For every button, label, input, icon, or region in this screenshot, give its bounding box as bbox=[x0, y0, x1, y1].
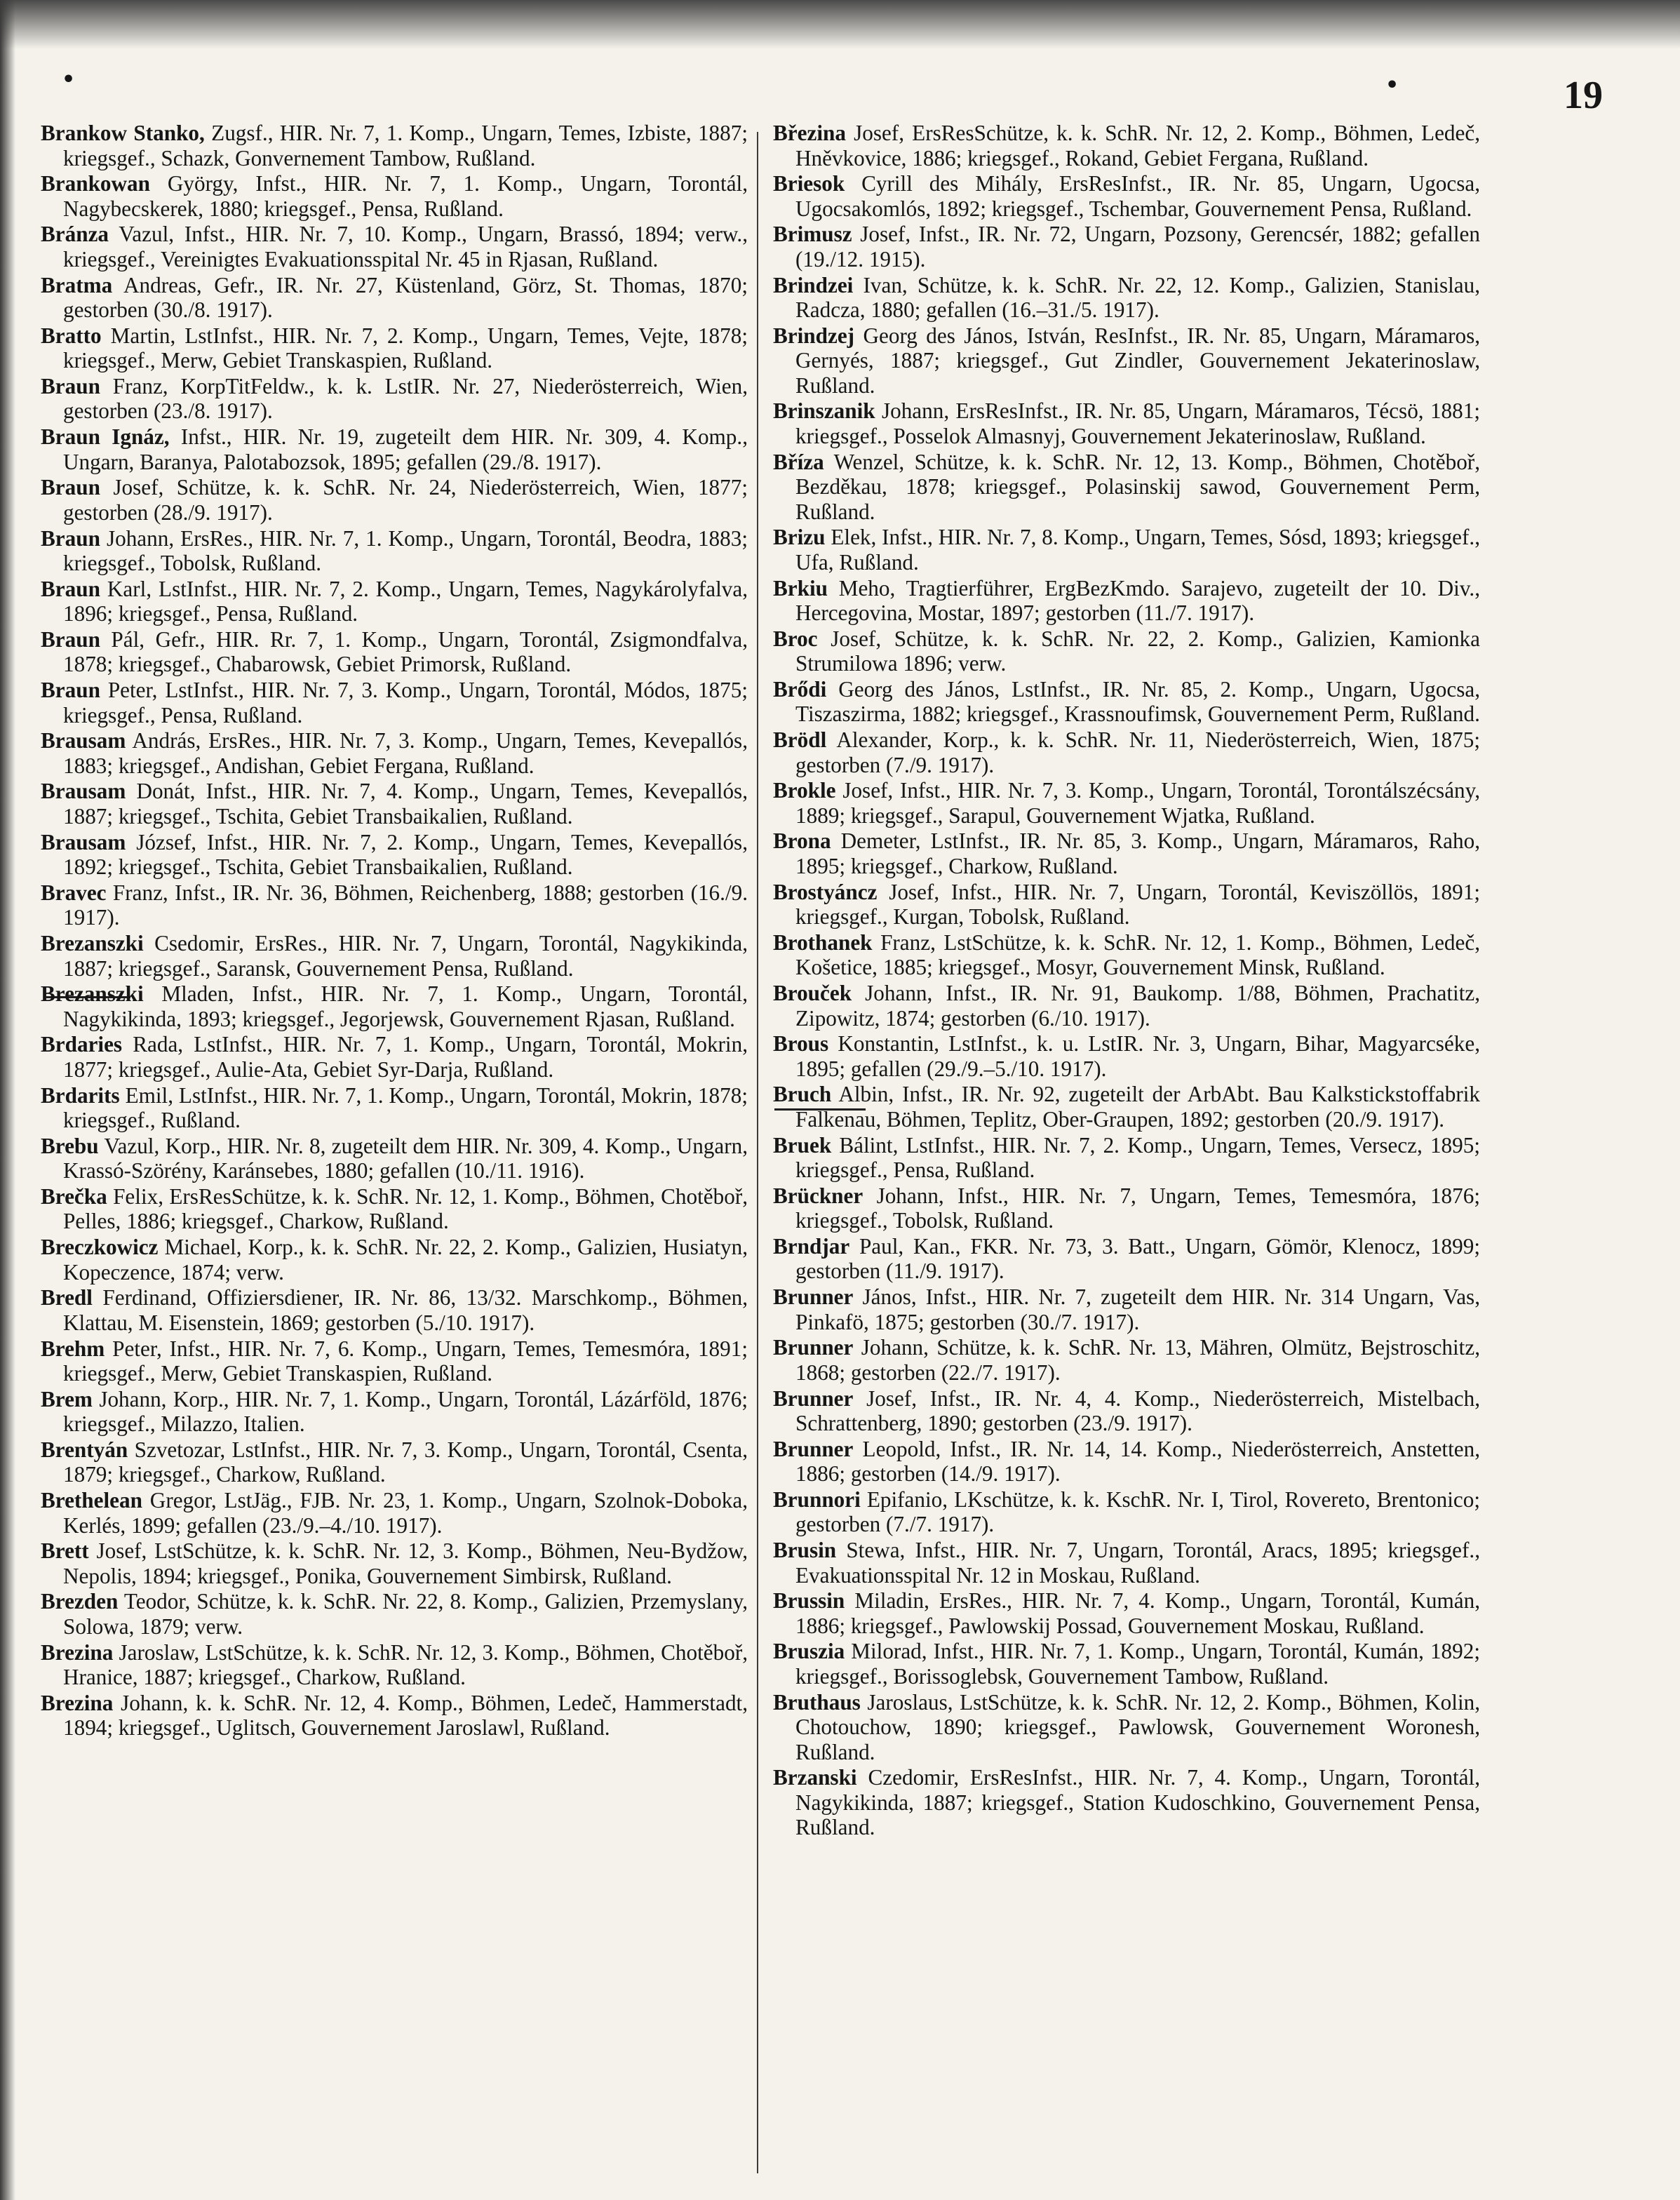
list-entry bbox=[41, 1336, 748, 1386]
list-entry bbox=[41, 1691, 748, 1740]
entry-details: Josef, Schütze, k. k. SchR. Nr. 24, Niederösterreich, Wien, 1877; gestorben (28./9. 1917). bbox=[63, 475, 748, 525]
entry-details: Johann, Korp., HIR. Nr. 7, 1. Komp., Ungarn, Torontál, Lázárföld, 1876; kriegsgef., Milazzo, Italien. bbox=[63, 1386, 748, 1437]
entry-name: Brdarits bbox=[41, 1082, 120, 1108]
entry-details: Albin, Infst., IR. Nr. 92, zugeteilt der ArbAbt. Bau Kalkstickstoffabrik Falkenau, Böhmen, Teplitz, Ober-Graupen, 1892; gestorben (20./9. 1917). bbox=[795, 1082, 1480, 1132]
entry-details: Meho, Tragtierführer, ErgBezKmdo. Sarajevo, zugeteilt der 10. Div., Hercegovina, Mostar, 1897; gestorben (11./7. 1917). bbox=[795, 575, 1480, 625]
list-entry bbox=[773, 1437, 1480, 1487]
list-entry bbox=[41, 424, 748, 474]
entry-details: Czedomir, ErsResInfst., HIR. Nr. 7, 4. Komp., Ungarn, Torontál, Nagykikinda, 1887; kriegsgef., Station Kudoschkino, Gouvernement Pensa, Rußland. bbox=[795, 1765, 1480, 1840]
list-entry bbox=[773, 398, 1480, 448]
entry-name: Brndjar bbox=[773, 1233, 850, 1259]
entry-details: Michael, Korp., k. k. SchR. Nr. 22, 2. Komp., Galizien, Husiatyn, Kopeczence, 1874; verw. bbox=[63, 1235, 748, 1285]
entry-name: Bredl bbox=[41, 1285, 93, 1310]
column-divider bbox=[757, 132, 758, 2173]
entry-name: Braun bbox=[41, 626, 100, 652]
entry-name: Broc bbox=[773, 626, 818, 651]
entry-name: Brem bbox=[41, 1386, 93, 1411]
entry-details: Emil, LstInfst., HIR. Nr. 7, 1. Komp., Ungarn, Torontál, Mokrin, 1878; kriegsgef., Rußland. bbox=[63, 1082, 748, 1133]
entry-details: Wenzel, Schütze, k. k. SchR. Nr. 12, 13. Komp., Böhmen, Chotěboř, Bezděkau, 1878; kriegsgef., Polasinskij sawod, Gouvernement Perm, Rußland. bbox=[795, 449, 1480, 524]
list-entry bbox=[41, 1285, 748, 1335]
entry-name: Brindzei bbox=[773, 272, 854, 297]
list-entry bbox=[41, 1184, 748, 1234]
entry-details: Konstantin, LstInfst., k. u. LstIR. Nr. 3, Ungarn, Bihar, Magyarcséke, 1895; gefallen (29./9.–5./10. 1917). bbox=[795, 1031, 1480, 1081]
list-entry bbox=[773, 727, 1480, 777]
entry-details: Josef, ErsResSchütze, k. k. SchR. Nr. 12, 2. Komp., Böhmen, Ledeč, Hněvkovice, 1886; kriegsgef., Rokand, Gebiet Fergana, Rußland. bbox=[795, 121, 1480, 170]
list-entry bbox=[41, 880, 748, 930]
list-entry bbox=[41, 678, 748, 727]
entry-name: Brausam bbox=[41, 829, 126, 854]
list-entry bbox=[773, 525, 1480, 575]
entry-details: Elek, Infst., HIR. Nr. 7, 8. Komp., Ungarn, Temes, Sósd, 1893; kriegsgef., Ufa, Rußland. bbox=[795, 525, 1480, 575]
list-entry bbox=[41, 931, 748, 981]
list-entry bbox=[773, 576, 1480, 626]
list-entry bbox=[41, 171, 748, 221]
list-entry bbox=[773, 1183, 1480, 1233]
list-entry bbox=[41, 627, 748, 677]
entry-details: Vazul, Infst., HIR. Nr. 7, 10. Komp., Ungarn, Brassó, 1894; verw., kriegsgef., Vereinigtes Evakuationsspital Nr. 45 in Rjasan, Rußland. bbox=[63, 222, 748, 271]
entry-details: Leopold, Infst., IR. Nr. 14, 14. Komp., Niederösterreich, Anstetten, 1886; gestorben (14./9. 1917). bbox=[795, 1436, 1480, 1487]
entry-name: Brussin bbox=[773, 1588, 845, 1614]
left-column bbox=[41, 121, 748, 1741]
entry-name: Braun Ignáz, bbox=[41, 424, 170, 450]
list-entry bbox=[773, 121, 1480, 170]
entry-details: Jaroslaus, LstSchütze, k. k. SchR. Nr. 12, 2. Komp., Böhmen, Kolin, Chotouchow, 1890; kriegsgef., Pawlowsk, Gouvernement Woronesh, Rußland. bbox=[795, 1689, 1480, 1764]
entry-details: Vazul, Korp., HIR. Nr. 8, zugeteilt dem HIR. Nr. 309, 4. Komp., Ungarn, Krassó-Szörény, Karánsebes, 1880; gefallen (10./11. 1916). bbox=[63, 1133, 748, 1183]
entry-details: Josef, LstSchütze, k. k. SchR. Nr. 12, 3. Komp., Böhmen, Neu-Bydžow, Nepolis, 1894; kriegsgef., Ponika, Gouvernement Simbirsk, Rußland. bbox=[63, 1538, 748, 1588]
entry-name: Brinszanik bbox=[773, 398, 875, 424]
entry-details: Franz, Infst., IR. Nr. 36, Böhmen, Reichenberg, 1888; gestorben (16./9. 1917). bbox=[63, 880, 748, 930]
list-entry bbox=[773, 222, 1480, 271]
entry-details: Martin, LstInfst., HIR. Nr. 7, 2. Komp., Ungarn, Temes, Vejte, 1878; kriegsgef., Merw, Gebiet Transkaspien, Rußland. bbox=[63, 323, 748, 373]
entry-details: Alexander, Korp., k. k. SchR. Nr. 11, Niederösterreich, Wien, 1875; gestorben (7./9. 1917). bbox=[795, 727, 1480, 777]
list-entry bbox=[773, 1285, 1480, 1334]
entry-details: Franz, LstSchütze, k. k. SchR. Nr. 12, 1. Komp., Böhmen, Ledeč, Košetice, 1885; kriegsgef., Mosyr, Gouvernement Minsk, Rußland. bbox=[795, 930, 1480, 980]
entry-details: Peter, LstInfst., HIR. Nr. 7, 3. Komp., Ungarn, Torontál, Módos, 1875; kriegsgef., Pensa, Rußland. bbox=[63, 678, 748, 727]
entry-details: János, Infst., HIR. Nr. 7, zugeteilt dem HIR. Nr. 314 Ungarn, Vas, Pinkafö, 1875; gestorben (30./7. 1917). bbox=[795, 1285, 1480, 1334]
entry-name: Brezanszki bbox=[41, 931, 144, 955]
entry-name: Brankow Stanko, bbox=[41, 121, 205, 145]
list-entry bbox=[41, 121, 748, 170]
entry-name: Brkiu bbox=[773, 575, 828, 601]
list-entry bbox=[773, 1487, 1480, 1537]
entry-name: Braun bbox=[41, 373, 100, 398]
entry-name: Brausam bbox=[41, 779, 126, 804]
entry-name: Brezina bbox=[41, 1639, 114, 1665]
entry-details: Felix, ErsResSchütze, k. k. SchR. Nr. 12, 1. Komp., Böhmen, Chotěboř, Pelles, 1886; kriegsgef., Charkow, Rußland. bbox=[63, 1183, 748, 1234]
entry-name: Brous bbox=[773, 1031, 829, 1057]
list-entry bbox=[773, 829, 1480, 878]
list-entry bbox=[41, 830, 748, 880]
entry-name: Březina bbox=[773, 121, 846, 145]
entry-details: Rada, LstInfst., HIR. Nr. 7, 1. Komp., Ungarn, Torontál, Mokrin, 1877; kriegsgef., Aulie-Ata, Gebiet Syr-Darja, Rußland. bbox=[63, 1032, 748, 1082]
entry-details: József, Infst., HIR. Nr. 7, 2. Komp., Ungarn, Temes, Kevepallós, 1892; kriegsgef., Tschita, Gebiet Transbaikalien, Rußland. bbox=[63, 829, 748, 880]
list-entry bbox=[773, 1588, 1480, 1638]
entry-name: Brostyáncz bbox=[773, 879, 878, 904]
entry-name: Brothanek bbox=[773, 930, 873, 955]
entry-name: Brett bbox=[41, 1538, 89, 1564]
entry-name: Braun bbox=[41, 525, 100, 551]
entry-name: Breczkowicz bbox=[41, 1235, 159, 1260]
entry-details: Cyrill des Mihály, ErsResInfst., IR. Nr. 85, Ungarn, Ugocsa, Ugocsakomlós, 1892; kriegsgef., Tschembar, Gouvernement Pensa, Rußland. bbox=[795, 171, 1480, 221]
entry-details: Karl, LstInfst., HIR. Nr. 7, 2. Komp., Ungarn, Temes, Nagykárolyfalva, 1896; kriegsgef., Pensa, Rußland. bbox=[63, 576, 748, 626]
entry-details: György, Infst., HIR. Nr. 7, 1. Komp., Ungarn, Torontál, Nagybecskerek, 1880; kriegsgef., Pensa, Rußland. bbox=[63, 171, 748, 221]
list-entry bbox=[773, 778, 1480, 828]
list-entry bbox=[41, 1387, 748, 1437]
entry-details: Josef, Infst., IR. Nr. 4, 4. Komp., Niederösterreich, Mistelbach, Schrattenberg, 1890; gestorben (23./9. 1917). bbox=[795, 1386, 1480, 1435]
entry-name: Brunner bbox=[773, 1436, 854, 1461]
list-entry bbox=[41, 526, 748, 576]
list-entry bbox=[41, 323, 748, 373]
entry-name: Brokle bbox=[773, 778, 836, 803]
entry-details: Szvetozar, LstInfst., HIR. Nr. 7, 3. Komp., Ungarn, Torontál, Csenta, 1879; kriegsgef., Charkow, Rußland. bbox=[63, 1437, 748, 1487]
page-number: 19 bbox=[1564, 74, 1603, 117]
list-entry bbox=[41, 1488, 748, 1538]
entry-name: Brödl bbox=[773, 727, 827, 753]
entry-name: Bruszia bbox=[773, 1639, 845, 1664]
entry-details: Zugsf., HIR. Nr. 7, 1. Komp., Ungarn, Temes, Izbiste, 1887; kriegsgef., Schazk, Gonvernement Tambow, Rußland. bbox=[63, 121, 748, 170]
entry-details: Ivan, Schütze, k. k. SchR. Nr. 22, 12. Komp., Galizien, Stanislau, Radcza, 1880; gefallen (16.–31./5. 1917). bbox=[795, 272, 1480, 323]
list-entry bbox=[773, 677, 1480, 727]
entry-details: Milorad, Infst., HIR. Nr. 7, 1. Komp., Ungarn, Torontál, Kumán, 1892; kriegsgef., Borissoglebsk, Gouvernement Tambow, Rußland. bbox=[795, 1639, 1480, 1689]
list-entry bbox=[773, 1765, 1480, 1840]
list-entry bbox=[41, 779, 748, 829]
entry-details: Csedomir, ErsRes., HIR. Nr. 7, Ungarn, Torontál, Nagykikinda, 1887; kriegsgef., Saransk, Gouvernement Pensa, Rußland. bbox=[63, 931, 748, 981]
entry-details: Franz, KorpTitFeldw., k. k. LstIR. Nr. 27, Niederösterreich, Wien, gestorben (23./8. 1917). bbox=[63, 373, 748, 424]
entry-name: Bravec bbox=[41, 880, 107, 905]
entry-name: Brethelean bbox=[41, 1488, 142, 1513]
list-entry bbox=[773, 930, 1480, 980]
entry-details: Josef, Schütze, k. k. SchR. Nr. 22, 2. Komp., Galizien, Kamionka Strumilowa 1896; verw. bbox=[795, 626, 1480, 676]
list-entry bbox=[41, 1640, 748, 1690]
entry-name: Brunner bbox=[773, 1285, 854, 1310]
entry-details: Epifanio, LKschütze, k. k. KschR. Nr. I, Tirol, Rovereto, Brentonico; gestorben (7./7. 1917). bbox=[795, 1487, 1480, 1537]
list-entry bbox=[773, 171, 1480, 221]
entry-name: Bratto bbox=[41, 323, 102, 348]
list-entry bbox=[773, 981, 1480, 1031]
list-entry bbox=[773, 1031, 1480, 1081]
list-entry bbox=[41, 981, 748, 1031]
entry-details: Pál, Gefr., HIR. Rr. 7, 1. Komp., Ungarn, Torontál, Zsigmondfalva, 1878; kriegsgef., Chabarowsk, Gebiet Primorsk, Rußland. bbox=[63, 626, 748, 677]
list-entry bbox=[41, 374, 748, 424]
entry-name: Briesok bbox=[773, 171, 845, 196]
list-entry bbox=[773, 450, 1480, 525]
list-entry bbox=[773, 1133, 1480, 1183]
list-entry bbox=[773, 1234, 1480, 1284]
entry-name: Brunner bbox=[773, 1386, 854, 1411]
list-entry bbox=[773, 626, 1480, 676]
entry-details: Josef, Infst., HIR. Nr. 7, 3. Komp., Ungarn, Torontál, Torontálszécsány, 1889; kriegsgef., Sarapul, Gouvernement Wjatka, Rußland. bbox=[795, 778, 1480, 828]
entry-details: Andreas, Gefr., IR. Nr. 27, Küstenland, Görz, St. Thomas, 1870; gestorben (30./8. 1917). bbox=[63, 272, 748, 323]
entry-name: Braun bbox=[41, 678, 100, 703]
entry-name: Brunnori bbox=[773, 1487, 861, 1512]
list-entry bbox=[41, 1032, 748, 1082]
entry-name: Brentyán bbox=[41, 1437, 128, 1462]
entry-name: Brouček bbox=[773, 981, 852, 1005]
entry-details: Paul, Kan., FKR. Nr. 73, 3. Batt., Ungarn, Gömör, Klenocz, 1899; gestorben (11./9. 1917). bbox=[795, 1233, 1480, 1284]
entry-name: Brečka bbox=[41, 1183, 107, 1209]
list-entry bbox=[41, 222, 748, 271]
entry-name: Brunner bbox=[773, 1335, 854, 1360]
entry-name: Bruthaus bbox=[773, 1689, 861, 1715]
entry-name: Brzanski bbox=[773, 1765, 857, 1790]
list-entry bbox=[773, 1538, 1480, 1588]
list-entry bbox=[773, 1690, 1480, 1765]
list-entry bbox=[41, 1083, 748, 1133]
entry-name: Brezina bbox=[41, 1690, 114, 1715]
entry-name: Brezanszki bbox=[41, 981, 144, 1007]
entry-name: Bříza bbox=[773, 449, 824, 474]
list-entry bbox=[41, 1437, 748, 1487]
entry-details: Miladin, ErsRes., HIR. Nr. 7, 4. Komp., Ungarn, Torontál, Kumán, 1886; kriegsgef., Pawlowskij Possad, Gouvernement Moskau, Rußland. bbox=[795, 1588, 1480, 1638]
entry-details: Stewa, Infst., HIR. Nr. 7, Ungarn, Torontál, Aracs, 1895; kriegsgef., Evakuationsspital Nr. 12 in Moskau, Rußland. bbox=[795, 1538, 1480, 1588]
entry-details: Georg des János, István, ResInfst., IR. Nr. 85, Ungarn, Máramaros, Gernyés, 1887; kriegsgef., Gut Zindler, Gouvernement Jekaterinoslaw, Rußland. bbox=[795, 323, 1480, 398]
print-mark: • bbox=[1385, 73, 1399, 98]
entry-name: Brusin bbox=[773, 1538, 837, 1563]
list-entry bbox=[773, 273, 1480, 323]
entry-name: Brebu bbox=[41, 1133, 99, 1158]
entry-name: Brausam bbox=[41, 728, 126, 753]
entry-name: Bratma bbox=[41, 272, 113, 297]
entry-details: Gregor, LstJäg., FJB. Nr. 23, 1. Komp., Ungarn, Szolnok-Doboka, Kerlés, 1899; gefallen (23./9.–4./10. 1917). bbox=[63, 1488, 748, 1538]
print-mark: • bbox=[62, 67, 76, 92]
entry-name: Brankowan bbox=[41, 171, 150, 196]
list-entry bbox=[773, 880, 1480, 930]
entry-details: Johann, k. k. SchR. Nr. 12, 4. Komp., Böhmen, Ledeč, Hammerstadt, 1894; kriegsgef., Uglitsch, Gouvernement Jaroslawl, Rußland. bbox=[63, 1690, 748, 1740]
entry-details: András, ErsRes., HIR. Nr. 7, 3. Komp., Ungarn, Temes, Kevepallós, 1883; kriegsgef., Andishan, Gebiet Fergana, Rußland. bbox=[63, 728, 748, 778]
entry-details: Infst., HIR. Nr. 19, zugeteilt dem HIR. Nr. 309, 4. Komp., Ungarn, Baranya, Palotabozsok, 1895; gefallen (29./8. 1917). bbox=[63, 424, 748, 474]
entry-name: Braun bbox=[41, 475, 100, 500]
entry-name: Bruek bbox=[773, 1132, 832, 1158]
entry-details: Johann, ErsResInfst., IR. Nr. 85, Ungarn, Máramaros, Técsö, 1881; kriegsgef., Posselok Almasnyj, Gouvernement Jekaterinoslaw, Rußland. bbox=[795, 398, 1480, 448]
entry-details: Georg des János, LstInfst., IR. Nr. 85, 2. Komp., Ungarn, Ugocsa, Tiszaszirma, 1882; kriegsgef., Krassnoufimsk, Gouvernement Perm, Rußland. bbox=[795, 676, 1480, 727]
entry-name: Brimusz bbox=[773, 222, 852, 247]
list-entry bbox=[773, 1639, 1480, 1689]
list-entry bbox=[773, 323, 1480, 398]
entry-name: Bruch bbox=[773, 1082, 832, 1107]
list-entry bbox=[41, 475, 748, 525]
list-entry bbox=[41, 577, 748, 626]
entry-name: Brizu bbox=[773, 525, 826, 550]
entry-name: Brückner bbox=[773, 1183, 863, 1208]
list-entry bbox=[41, 1589, 748, 1639]
list-entry bbox=[41, 273, 748, 323]
entry-details: Johann, Schütze, k. k. SchR. Nr. 13, Mähren, Olmütz, Bejstroschitz, 1868; gestorben (22./7. 1917). bbox=[795, 1335, 1480, 1385]
entry-details: Demeter, LstInfst., IR. Nr. 85, 3. Komp., Ungarn, Máramaros, Raho, 1895; kriegsgef., Charkow, Rußland. bbox=[795, 829, 1480, 878]
entry-name: Brdaries bbox=[41, 1032, 123, 1057]
list-entry bbox=[41, 1538, 748, 1588]
list-entry bbox=[773, 1335, 1480, 1385]
entry-name: Brezden bbox=[41, 1589, 119, 1614]
entry-details: Ferdinand, Offiziersdiener, IR. Nr. 86, 13/32. Marschkomp., Böhmen, Klattau, M. Eisenstein, 1869; gestorben (5./10. 1917). bbox=[63, 1285, 748, 1335]
entry-name: Brődi bbox=[773, 676, 827, 702]
right-column bbox=[773, 121, 1480, 1841]
entry-details: Josef, Infst., HIR. Nr. 7, Ungarn, Torontál, Keviszöllös, 1891; kriegsgef., Kurgan, Tobolsk, Rußland. bbox=[795, 879, 1480, 930]
list-entry bbox=[41, 1235, 748, 1285]
list-entry bbox=[41, 1134, 748, 1183]
list-entry bbox=[41, 728, 748, 778]
entry-name: Brindzej bbox=[773, 323, 855, 348]
entry-details: Jaroslaw, LstSchütze, k. k. SchR. Nr. 12, 3. Komp., Böhmen, Chotěboř, Hranice, 1887; kriegsgef., Charkow, Rußland. bbox=[63, 1639, 748, 1690]
entry-name: Bránza bbox=[41, 222, 109, 247]
entry-name: Braun bbox=[41, 576, 100, 601]
list-entry bbox=[773, 1386, 1480, 1436]
entry-details: Johann, ErsRes., HIR. Nr. 7, 1. Komp., Ungarn, Torontál, Beodra, 1883; kriegsgef., Tobolsk, Rußland. bbox=[63, 525, 748, 575]
entry-details: Donát, Infst., HIR. Nr. 7, 4. Komp., Ungarn, Temes, Kevepallós, 1887; kriegsgef., Tschita, Gebiet Transbaikalien, Rußland. bbox=[63, 779, 748, 829]
entry-details: Peter, Infst., HIR. Nr. 7, 6. Komp., Ungarn, Temes, Temesmóra, 1891; kriegsgef., Merw, Gebiet Transkaspien, Rußland. bbox=[63, 1336, 748, 1386]
entry-name: Brehm bbox=[41, 1336, 105, 1361]
entry-details: Johann, Infst., IR. Nr. 91, Baukomp. 1/88, Böhmen, Prachatitz, Zipowitz, 1874; gestorben (6./10. 1917). bbox=[795, 981, 1480, 1031]
entry-details: Bálint, LstInfst., HIR. Nr. 7, 2. Komp., Ungarn, Temes, Versecz, 1895; kriegsgef., Pensa, Rußland. bbox=[795, 1132, 1480, 1183]
entry-details: Josef, Infst., IR. Nr. 72, Ungarn, Pozsony, Gerencsér, 1882; gefallen (19./12. 1915). bbox=[795, 222, 1480, 271]
list-entry bbox=[773, 1082, 1480, 1132]
entry-details: Teodor, Schütze, k. k. SchR. Nr. 22, 8. Komp., Galizien, Przemyslany, Solowa, 1879; verw. bbox=[63, 1589, 748, 1639]
entry-details: Mladen, Infst., HIR. Nr. 7, 1. Komp., Ungarn, Torontál, Nagykikinda, 1893; kriegsgef., Jegorjewsk, Gouvernement Rjasan, Rußland. bbox=[63, 981, 748, 1031]
entry-name: Brona bbox=[773, 829, 831, 854]
entry-details: Johann, Infst., HIR. Nr. 7, Ungarn, Temes, Temesmóra, 1876; kriegsgef., Tobolsk, Rußland. bbox=[795, 1183, 1480, 1233]
